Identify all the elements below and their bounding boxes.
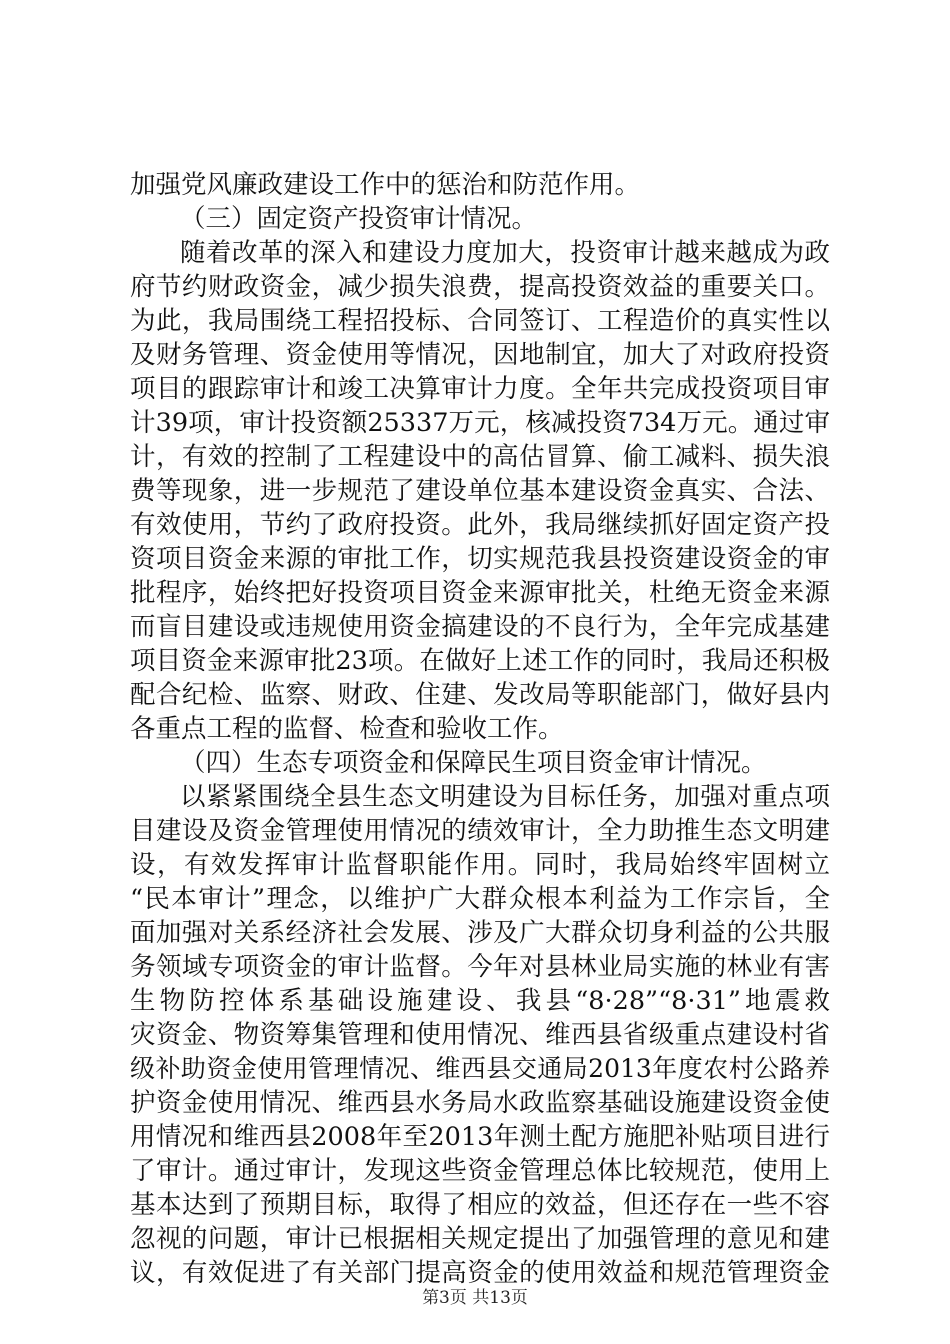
page-number-footer: 第3页 共13页 (422, 1288, 528, 1308)
body-line: 费等现象，进一步规范了建设单位基本建设资金真实、合法、 (130, 476, 830, 506)
body-line: 以紧紧围绕全县生态文明建设为目标任务，加强对重点项 (180, 782, 830, 812)
body-line: 务领域专项资金的审计监督。今年对县林业局实施的林业有害 (130, 952, 830, 982)
body-line: 面加强对关系经济社会发展、涉及广大群众切身利益的公共服 (130, 918, 830, 948)
body-line: 灾资金、物资筹集管理和使用情况、维西县省级重点建设村省 (130, 1020, 830, 1050)
body-line: 而盲目建设或违规使用资金搞建设的不良行为，全年完成基建 (130, 612, 830, 642)
body-line: 资项目资金来源的审批工作，切实规范我县投资建设资金的审 (130, 544, 830, 574)
body-line: 批程序，始终把好投资项目资金来源审批关，杜绝无资金来源 (130, 578, 830, 608)
body-line: 为此，我局围绕工程招投标、合同签订、工程造价的真实性以 (130, 306, 830, 336)
body-line: 计39项，审计投资额25337万元，核减投资734万元。通过审 (130, 408, 830, 438)
body-line: 计，有效的控制了工程建设中的高估冒算、偷工减料、损失浪 (130, 442, 830, 472)
body-line: 了审计。通过审计，发现这些资金管理总体比较规范，使用上 (130, 1156, 830, 1186)
section-heading: （三）固定资产投资审计情况。 (180, 204, 538, 234)
body-line: 配合纪检、监察、财政、住建、发改局等职能部门，做好县内 (130, 680, 830, 710)
body-line: 议，有效促进了有关部门提高资金的使用效益和规范管理资金 (130, 1258, 830, 1288)
body-line: 级补助资金使用管理情况、维西县交通局2013年度农村公路养 (130, 1054, 830, 1083)
body-line: 随着改革的深入和建设力度加大，投资审计越来越成为政 (180, 238, 830, 268)
body-line: 生物防控体系基础设施建设、我县“8·28”“8·31”地震救 (130, 986, 830, 1016)
body-line: 有效使用，节约了政府投资。此外，我局继续抓好固定资产投 (130, 510, 830, 540)
body-line: 护资金使用情况、维西县水务局水政监察基础设施建设资金使 (130, 1088, 830, 1118)
body-line: “民本审计”理念，以维护广大群众根本利益为工作宗旨，全 (130, 884, 830, 914)
body-line: 项目资金来源审批23项。在做好上述工作的同时，我局还积极 (130, 646, 830, 676)
body-line: 各重点工程的监督、检查和验收工作。 (130, 714, 564, 744)
body-line: 加强党风廉政建设工作中的惩治和防范作用。 (130, 170, 641, 200)
body-line: 及财务管理、资金使用等情况，因地制宜，加大了对政府投资 (130, 340, 830, 370)
body-line: 设，有效发挥审计监督职能作用。同时，我局始终牢固树立 (130, 850, 830, 880)
body-line: 忽视的问题，审计已根据相关规定提出了加强管理的意见和建 (130, 1224, 830, 1254)
body-line: 用情况和维西县2008年至2013年测土配方施肥补贴项目进行 (130, 1122, 830, 1152)
body-line: 目建设及资金管理使用情况的绩效审计，全力助推生态文明建 (130, 816, 830, 846)
body-line: 项目的跟踪审计和竣工决算审计力度。全年共完成投资项目审 (130, 374, 830, 404)
body-line: 府节约财政资金，减少损失浪费，提高投资效益的重要关口。 (130, 272, 830, 302)
body-line: 基本达到了预期目标，取得了相应的效益，但还存在一些不容 (130, 1190, 830, 1220)
section-heading: （四）生态专项资金和保障民生项目资金审计情况。 (180, 748, 767, 778)
